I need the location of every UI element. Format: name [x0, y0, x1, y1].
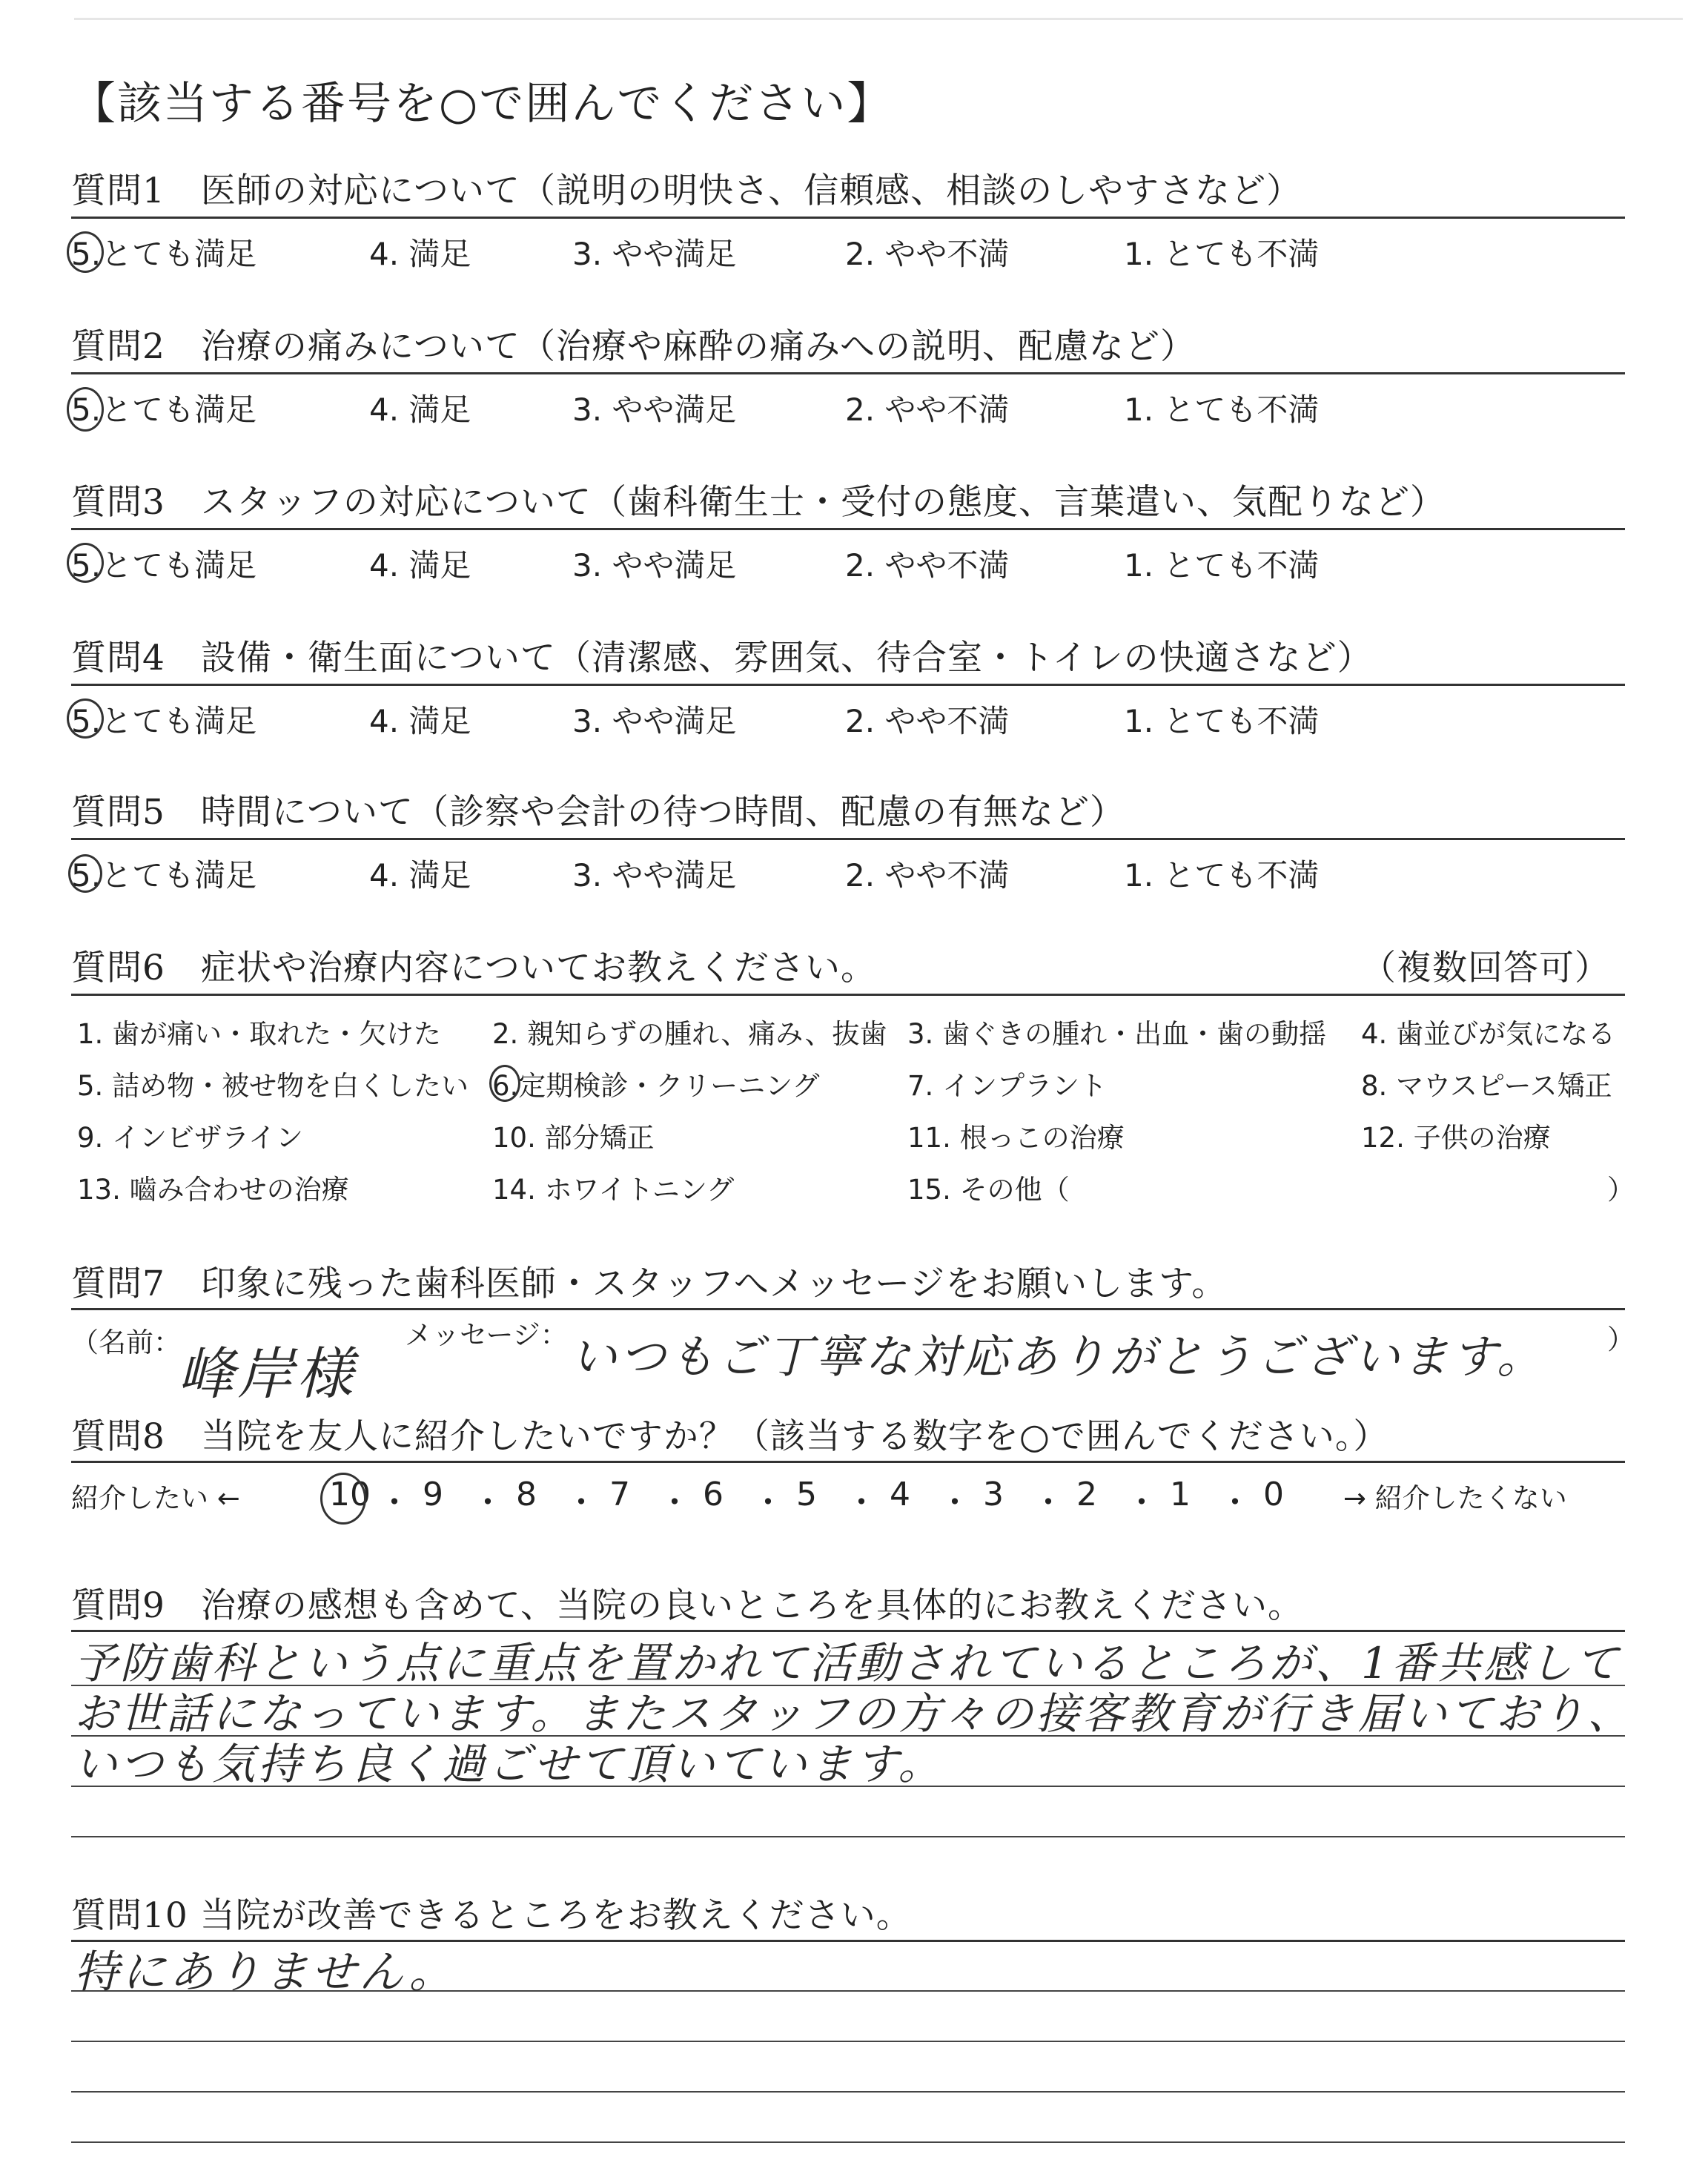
q10-line-3: [71, 2041, 1625, 2042]
q6-option-15-close: ）: [1607, 1174, 1635, 1206]
q7-name-value[interactable]: 峰岸様: [178, 1341, 356, 1407]
q8-scale-6[interactable]: 6: [703, 1476, 724, 1513]
question-4-rule: [71, 684, 1625, 686]
q6-option-15[interactable]: 15. その他（: [907, 1174, 1070, 1206]
q10-line-4: [71, 2091, 1625, 2093]
q2-option-5[interactable]: 5.とても満足: [71, 392, 257, 428]
q7-message-value[interactable]: いつもご丁寧な対応ありがとうございます。: [571, 1330, 1546, 1384]
q3-option-3[interactable]: 3. やや満足: [572, 547, 737, 584]
q5-option-3[interactable]: 3. やや満足: [572, 857, 737, 894]
q5-option-1[interactable]: 1. とても不満: [1124, 857, 1320, 894]
q1-option-5[interactable]: 5.とても満足: [71, 236, 257, 272]
question-1-title: 質問1 医師の対応について（説明の明快さ、信頼感、相談のしやすさなど）: [71, 171, 1302, 211]
q8-scale-1[interactable]: 1: [1170, 1476, 1191, 1513]
q10-answer-line-1[interactable]: 特にありません。: [74, 1946, 457, 1998]
q8-scale-separator: ・: [939, 1484, 971, 1522]
q6-option-13[interactable]: 13. 嚙み合わせの治療: [77, 1174, 349, 1206]
q6-option-14[interactable]: 14. ホワイトニング: [492, 1174, 735, 1206]
q8-scale-5[interactable]: 5: [796, 1476, 817, 1513]
q4-option-4[interactable]: 4. 満足: [369, 703, 471, 739]
q6-option-6[interactable]: 6.定期検診・クリーニング: [492, 1070, 820, 1102]
q6-option-5[interactable]: 5. 詰め物・被せ物を白くしたい: [77, 1070, 469, 1102]
question-5-title: 質問5 時間について（診察や会計の待つ時間、配慮の有無など）: [71, 792, 1125, 833]
q8-scale-separator: ・: [845, 1484, 878, 1522]
question-2-rule: [71, 372, 1625, 374]
q7-close: ）: [1607, 1324, 1635, 1355]
q8-scale-separator: ・: [658, 1484, 691, 1522]
q2-option-2[interactable]: 2. やや不満: [845, 392, 1010, 428]
q8-scale-3[interactable]: 3: [983, 1476, 1004, 1513]
instruction-header: 【該当する番号を○で囲んでください】: [71, 78, 893, 130]
q8-scale-0[interactable]: 0: [1263, 1476, 1284, 1513]
question-6-note: （複数回答可）: [1361, 948, 1610, 988]
q6-option-3[interactable]: 3. 歯ぐきの腫れ・出血・歯の動揺: [907, 1018, 1327, 1050]
q3-hand-circle: [67, 543, 104, 583]
q8-left-label: 紹介したい ←: [71, 1482, 240, 1514]
q7-name-label: （名前：: [71, 1327, 181, 1358]
q4-option-1[interactable]: 1. とても不満: [1124, 703, 1320, 739]
question-8-title: 質問8 当院を友人に紹介したいですか？（該当する数字を○で囲んでください。）: [71, 1416, 1389, 1457]
q9-answer-line-3[interactable]: いつも気持ち良く過ごせて頂いています。: [74, 1739, 944, 1789]
q8-scale-separator: ・: [1032, 1484, 1065, 1522]
q1-hand-circle: [67, 231, 104, 273]
q6-option-10[interactable]: 10. 部分矯正: [492, 1122, 655, 1154]
q8-scale-10[interactable]: 10: [329, 1476, 371, 1513]
q2-option-3[interactable]: 3. やや満足: [572, 392, 737, 428]
question-5-rule: [71, 838, 1625, 840]
question-2-title: 質問2 治療の痛みについて（治療や麻酔の痛みへの説明、配慮など）: [71, 326, 1196, 367]
q1-option-3[interactable]: 3. やや満足: [572, 236, 737, 272]
q2-option-1[interactable]: 1. とても不満: [1124, 392, 1320, 428]
q8-scale-separator: ・: [1125, 1484, 1158, 1522]
q8-right-label: → 紹介したくない: [1343, 1482, 1567, 1514]
q6-option-2[interactable]: 2. 親知らずの腫れ、痛み、抜歯: [492, 1018, 887, 1050]
question-1-rule: [71, 217, 1625, 219]
q3-option-1[interactable]: 1. とても不満: [1124, 547, 1320, 584]
q6-option-9[interactable]: 9. インビザライン: [77, 1122, 303, 1154]
q2-hand-circle: [67, 387, 104, 432]
q9-line-5: [71, 1836, 1625, 1837]
q7-message-label: メッセージ：: [405, 1319, 568, 1351]
q3-option-5[interactable]: 5.とても満足: [71, 547, 257, 584]
q8-scale-separator: ・: [565, 1484, 598, 1522]
q8-scale-9[interactable]: 9: [423, 1476, 443, 1513]
q3-option-2[interactable]: 2. やや不満: [845, 547, 1010, 584]
page-top-edge: [74, 18, 1683, 20]
q6-option-7[interactable]: 7. インプラント: [907, 1070, 1108, 1102]
q8-scale-separator: ・: [1219, 1484, 1251, 1522]
q4-option-2[interactable]: 2. やや不満: [845, 703, 1010, 739]
q4-option-3[interactable]: 3. やや満足: [572, 703, 737, 739]
q6-option-8[interactable]: 8. マウスピース矯正: [1361, 1070, 1612, 1102]
q8-scale-separator: ・: [471, 1484, 504, 1522]
question-4-title: 質問4 設備・衛生面について（清潔感、雰囲気、待合室・トイレの快適さなど）: [71, 638, 1373, 678]
q10-line-5: [71, 2141, 1625, 2143]
q9-answer-line-2[interactable]: お世話になっています。またスタッフの方々の接客教育が行き届いており、: [74, 1688, 1634, 1739]
q1-option-4[interactable]: 4. 満足: [369, 236, 471, 272]
question-6-title: 質問6 症状や治療内容についてお教えください。: [71, 948, 876, 988]
question-8-rule: [71, 1461, 1625, 1463]
q5-option-5[interactable]: 5.とても満足: [71, 857, 257, 894]
q6-option-4[interactable]: 4. 歯並びが気になる: [1361, 1018, 1616, 1050]
q4-option-5[interactable]: 5.とても満足: [71, 703, 257, 739]
q9-answer-line-1[interactable]: 予防歯科という点に重点を置かれて活動されているところが、1番共感して: [74, 1638, 1621, 1688]
q1-option-2[interactable]: 2. やや不満: [845, 236, 1010, 272]
q3-option-4[interactable]: 4. 満足: [369, 547, 471, 584]
q2-option-4[interactable]: 4. 満足: [369, 392, 471, 428]
q8-scale-separator: ・: [378, 1484, 411, 1522]
q4-hand-circle: [67, 698, 104, 739]
q8-scale-4[interactable]: 4: [890, 1476, 910, 1513]
question-7-title: 質問7 印象に残った歯科医師・スタッフへメッセージをお願いします。: [71, 1264, 1228, 1304]
question-9-title: 質問9 治療の感想も含めて、当院の良いところを具体的にお教えください。: [71, 1585, 1303, 1626]
q8-scale-7[interactable]: 7: [609, 1476, 630, 1513]
q5-hand-circle: [68, 854, 102, 893]
q8-scale-8[interactable]: 8: [516, 1476, 537, 1513]
q6-hand-circle: [489, 1065, 520, 1102]
q6-option-1[interactable]: 1. 歯が痛い・取れた・欠けた: [77, 1018, 442, 1050]
q8-scale-separator: ・: [752, 1484, 784, 1522]
question-3-title: 質問3 スタッフの対応について（歯科衛生士・受付の態度、言葉遣い、気配りなど）: [71, 482, 1446, 523]
question-6-rule: [71, 994, 1625, 996]
q6-option-12[interactable]: 12. 子供の治療: [1361, 1122, 1551, 1154]
q8-scale-2[interactable]: 2: [1076, 1476, 1097, 1513]
question-3-rule: [71, 528, 1625, 530]
question-10-title: 質問10 当院が改善できるところをお教えください。: [71, 1895, 912, 1936]
q8-hand-circle: [320, 1473, 366, 1525]
q1-option-1[interactable]: 1. とても不満: [1124, 236, 1320, 272]
q5-option-4[interactable]: 4. 満足: [369, 857, 471, 894]
q5-option-2[interactable]: 2. やや不満: [845, 857, 1010, 894]
q6-option-11[interactable]: 11. 根っこの治療: [907, 1122, 1125, 1154]
question-7-rule: [71, 1308, 1625, 1310]
